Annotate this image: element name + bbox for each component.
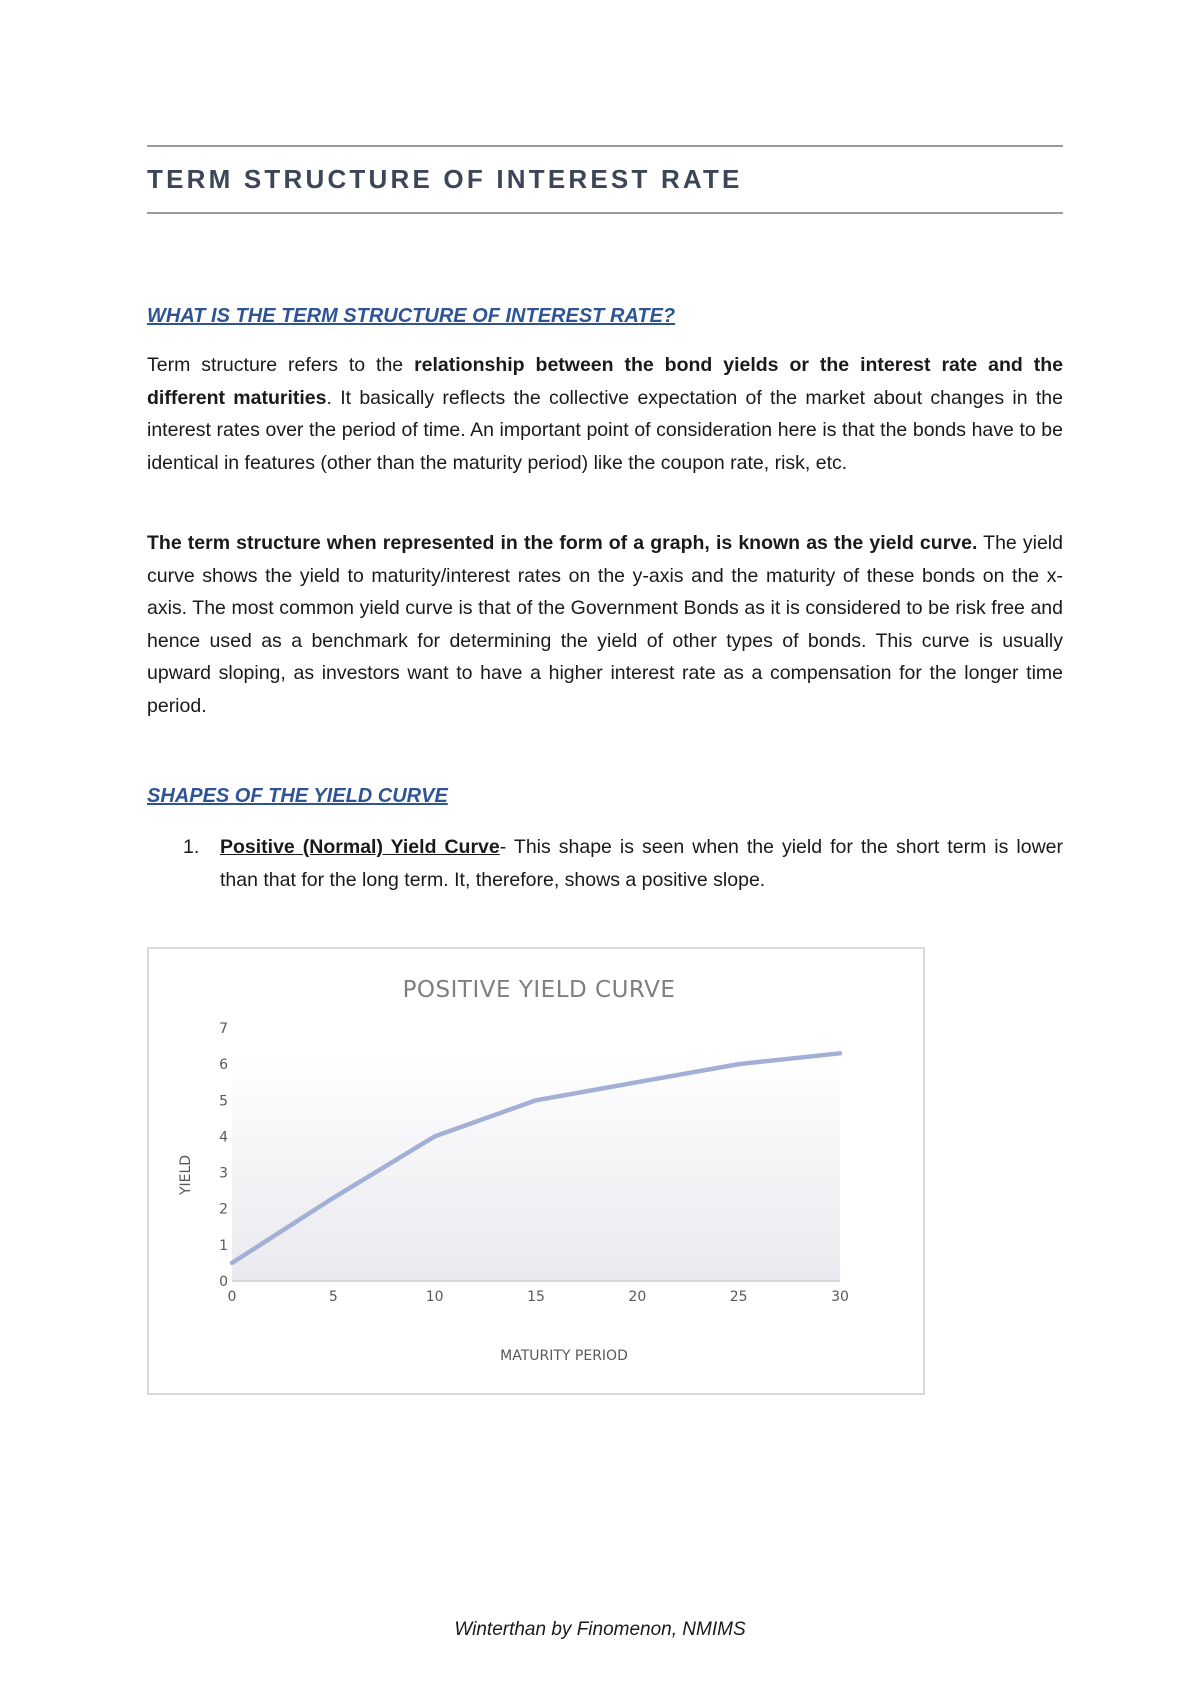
paragraph-definition-text-c: . It basically reflects the collective expectation of the market about changes in the interest rates over the period of time. An important point of consideration here is that the bonds have to be identical in features (other than the maturity period) like the coupon rate, risk, etc. bbox=[147, 386, 1063, 474]
plot-area bbox=[232, 1053, 840, 1281]
x-tick-label: 5 bbox=[328, 1289, 338, 1305]
paragraph-definition bbox=[147, 349, 1063, 479]
y-axis-label: YIELD bbox=[178, 1154, 194, 1196]
x-axis-label: MATURITY PERIOD bbox=[500, 1348, 628, 1364]
list-item-number: 1. bbox=[183, 836, 200, 858]
x-tick-label: 20 bbox=[628, 1289, 647, 1305]
chart-canvas bbox=[149, 949, 922, 1392]
y-tick-label: 2 bbox=[219, 1201, 228, 1218]
x-tick-label: 10 bbox=[425, 1289, 444, 1305]
x-axis-ticks bbox=[228, 1289, 849, 1305]
y-tick-label: 6 bbox=[219, 1057, 228, 1074]
paragraph-definition-text-a: Term structure refers to the bbox=[147, 354, 415, 376]
x-tick-label: 0 bbox=[227, 1289, 237, 1305]
page-footer: Winterthan by Finomenon, NMIMS bbox=[454, 1619, 746, 1640]
y-tick-label: 3 bbox=[219, 1165, 228, 1182]
section-heading-shapes: SHAPES OF THE YIELD CURVE bbox=[147, 785, 448, 807]
title-bottom-rule bbox=[147, 212, 1063, 214]
positive-yield-curve-chart bbox=[147, 947, 925, 1395]
y-tick-label: 1 bbox=[219, 1237, 228, 1254]
y-tick-label: 7 bbox=[219, 1021, 228, 1037]
document-title: TERM STRUCTURE OF INTEREST RATE bbox=[147, 164, 743, 194]
list-item-text: - This shape is seen when the yield for the short term is lower than that for the long term. It, therefore, shows a positive slope. bbox=[220, 836, 1063, 891]
x-tick-label: 15 bbox=[527, 1289, 545, 1305]
y-tick-label: 4 bbox=[219, 1129, 228, 1146]
title-top-rule bbox=[147, 145, 1063, 147]
x-tick-label: 30 bbox=[831, 1289, 849, 1305]
chart-title: POSITIVE YIELD CURVE bbox=[402, 977, 676, 1003]
list-item-term: Positive (Normal) Yield Curve bbox=[220, 836, 500, 858]
paragraph-yield-curve-bold: The term structure when represented in the form of a graph, is known as the yield curve. bbox=[147, 532, 978, 554]
paragraph-yield-curve bbox=[147, 527, 1063, 722]
y-tick-label: 0 bbox=[219, 1274, 228, 1290]
x-tick-label: 25 bbox=[729, 1289, 748, 1305]
list-item-body bbox=[220, 831, 1063, 896]
paragraph-definition-bold: relationship between the bond yields or the interest rate and the different maturities bbox=[147, 354, 1063, 409]
section-heading-what-is: WHAT IS THE TERM STRUCTURE OF INTEREST RATE? bbox=[147, 305, 676, 327]
y-axis-ticks bbox=[219, 1021, 228, 1290]
y-tick-label: 5 bbox=[219, 1093, 228, 1110]
paragraph-yield-curve-text: The yield curve shows the yield to maturity/interest rates on the y-axis and the maturity of these bonds on the x-axis. The most common yield curve is that of the Government Bonds as it is considered to be risk free and hence used as a benchmark for determining the yield of other types of bonds. This curve is usually upward sloping, as investors want to have a higher interest rate as a compensation for the longer time period. bbox=[147, 532, 1063, 717]
